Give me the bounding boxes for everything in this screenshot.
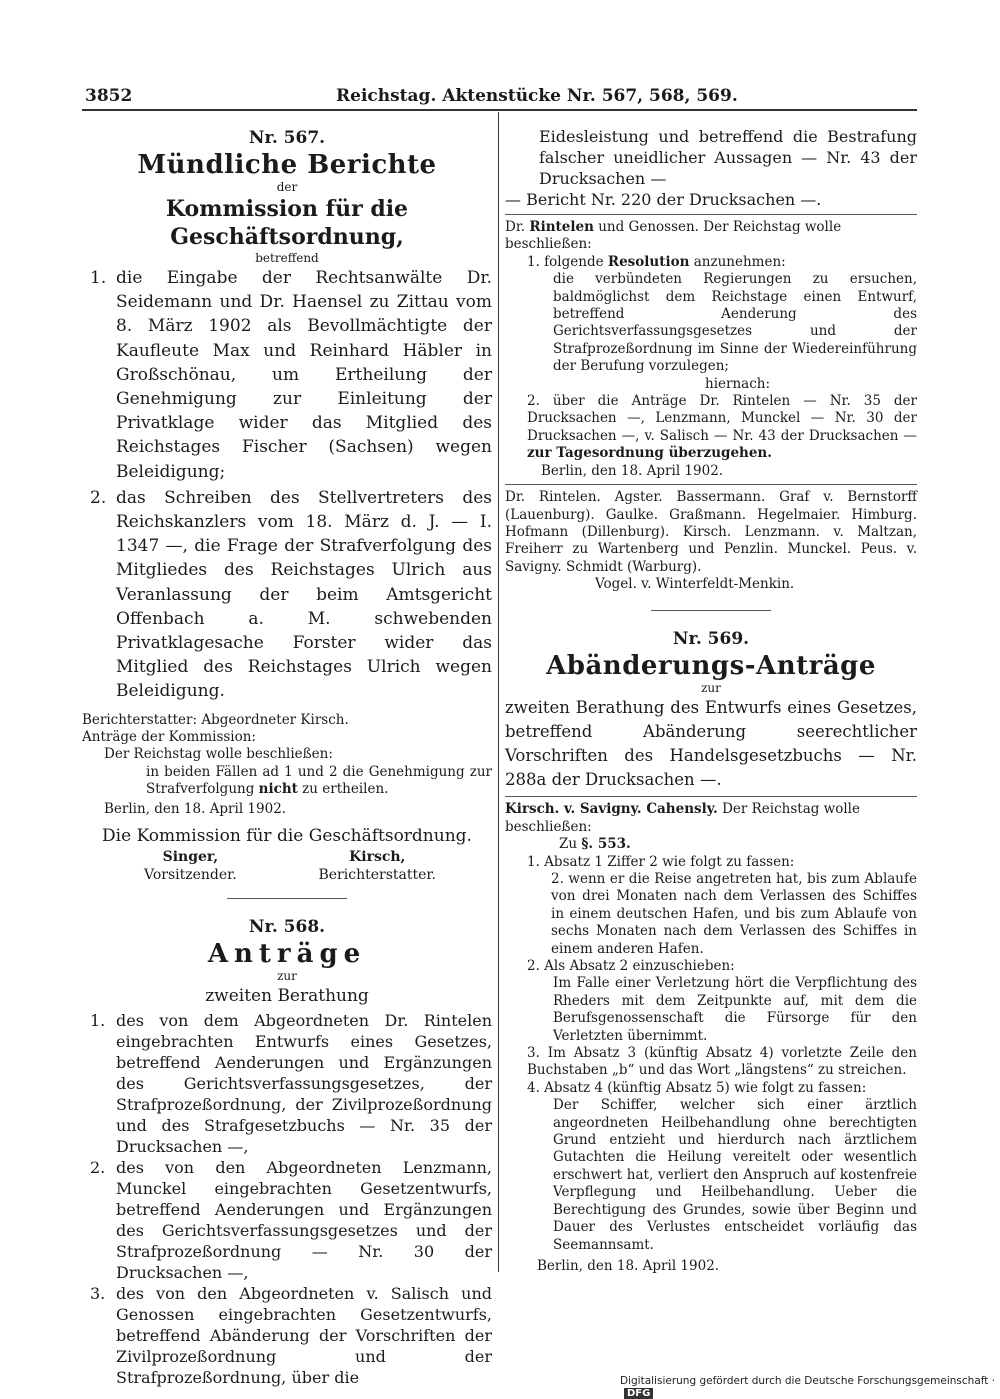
antrag-text-1: in beiden Fällen ad 1 und 2 die Genehmigung zur Strafverfolgung <box>146 763 492 798</box>
nr569-subtitle: zweiten Berathung des Entwurfs eines Gesetzes, betreffend Abänderung seerechtlicher Vorschriften des Handelsgesetzbuchs — Nr. 288a der Drucksachen —. <box>505 697 917 790</box>
antrag-text-2: zu ertheilen. <box>302 781 389 798</box>
nr567-date: Berlin, den 18. April 1902. <box>104 800 287 817</box>
divider <box>505 484 917 485</box>
r1-rest: anzunehmen: <box>693 253 786 270</box>
sig-right <box>318 848 436 884</box>
point-2: 2. Als Absatz 2 einzuschieben: <box>527 958 735 974</box>
nr567-number: Nr. 567. <box>248 128 326 148</box>
nr568-zur: zur <box>277 969 297 984</box>
nr569-movers <box>505 801 917 836</box>
list-item <box>82 1283 492 1388</box>
nr567-subtitle: Kommission für die Geschäftsordnung, <box>165 196 409 250</box>
item-text: des von den Abgeordneten v. Salisch und Genossen eingebrachten Gesetzentwurfs, betreffend Abänderung der Vorschriften der Zivilprozeßordnung und der Strafprozeßordnung, über die <box>116 1284 492 1388</box>
nr568-items <box>82 1010 492 1388</box>
sig-left-role: Vorsitzender. <box>144 867 237 884</box>
item-text: die Eingabe der Rechtsanwälte Dr. Seidemann und Dr. Haensel zu Zittau vom 8. März 1902 als Bevollmächtigte der Kaufleute Max und Reinhard Häbler in Großschönau, um Ertheilung der Genehmigung zur Einleitung der Privatklage wider das Mitglied des Reichstages Fischer (Sachsen) wegen Beleidigung; <box>116 268 492 482</box>
r1-bold: Resolution <box>607 253 690 270</box>
point-1: 1. Absatz 1 Ziffer 2 wie folgt zu fassen: <box>527 853 795 870</box>
nr569-number: Nr. 569. <box>672 628 750 649</box>
item-number: 3. <box>90 1284 106 1304</box>
movers-prefix: Dr. <box>505 219 526 235</box>
resolution-text: die verbündeten Regierungen zu ersuchen, baldmöglichst dem Reichstage einen Entwurf, betreffend Aenderung des Gerichtsverfassungsgesetzes und der Strafprozeßordnung im Sinne der Wiedereinführung der Berufung vorzulegen; <box>553 271 917 375</box>
header-rule <box>82 109 917 111</box>
footer <box>620 1375 1000 1399</box>
item-number: 1. <box>90 1011 106 1031</box>
left-column <box>82 126 492 1388</box>
antrag-text <box>82 764 492 799</box>
zu-bold: §. 553. <box>581 836 631 853</box>
point-4-text: Der Schiffer, welcher sich einer ärztlich angeordneten Heilbehandlung ohne berechtigten Grund entzieht und hierdurch nach ärztlichem Gutachten die Heilung vereitelt oder wesentlich erschwert hat, verliert den Anspruch auf kostenfreie Verpflegung und Heilbehandlung. Ueber die Berechtigung des Grundes, sowie über Beginn und Dauer des Verlustes entscheidet vorläufig das Seemannsamt. <box>553 1097 917 1253</box>
item-number: 2. <box>90 487 107 508</box>
movers-bold: Kirsch. v. Savigny. Cahensly. <box>505 801 718 818</box>
point-2-text: Im Falle einer Verletzung hört die Verpflichtung des Rheders mit dem Zeitpunkte auf, mit dem die Berufsgenossenschaft die Fürsorge für den Verletzten übernimmt. <box>553 975 917 1044</box>
antrag-label: Anträge der Kommission: <box>82 729 256 746</box>
movers-name: Rintelen <box>529 219 594 235</box>
divider <box>505 796 917 797</box>
nr568-signers: Dr. Rintelen. Agster. Bassermann. Graf v. Bernstorff (Lauenburg). Gaulke. Graßmann. Hegelmaier. Himburg. Hofmann (Dillenburg). Kirsch. Lenzmann. v. Maltzan, Freiherr zu Wartenberg und Penzlin. Munckel. Peus. v. Savigny. Schmidt (Warburg). <box>505 489 917 575</box>
list-item <box>82 486 492 704</box>
section-divider <box>651 610 771 611</box>
section-divider <box>227 898 347 899</box>
movers-rest: Der Reichstag wolle beschließen: <box>505 801 860 835</box>
nr568-title: Anträge <box>207 939 367 970</box>
resolution-label <box>505 254 917 271</box>
berichterstatter: Berichterstatter: Abgeordneter Kirsch. <box>82 711 349 728</box>
item-text: des von dem Abgeordneten Dr. Rintelen eingebrachten Entwurfs eines Gesetzes, betreffend Aenderungen und Ergänzungen des Gerichtsverfassungsgesetzes, der Strafprozeßordnung, der Zivilprozeßordnung und des Strafgesetzbuchs — Nr. 35 der Drucksachen —, <box>116 1011 492 1157</box>
zu-prefix: Zu <box>559 836 578 853</box>
right-column <box>505 126 917 1275</box>
nr569-zur: zur <box>701 680 721 695</box>
hiernach: hiernach: <box>705 375 771 392</box>
nr569-title: Abänderungs-Anträge <box>546 650 876 681</box>
nr568-bericht: — Bericht Nr. 220 der Drucksachen —. <box>505 190 822 209</box>
item-text: des von den Abgeordneten Lenzmann, Munckel eingebrachten Gesetzentwurfs, betreffend Aenderungen und Ergänzungen des Gerichtsverfassungsgesetzes und der Strafprozeßordnung — Nr. 30 der Drucksachen —, <box>116 1158 492 1283</box>
antrag-bold: nicht <box>258 781 298 798</box>
nr568-movers <box>505 219 917 254</box>
nr569-date: Berlin, den 18. April 1902. <box>537 1257 720 1274</box>
page-number: 3852 <box>85 86 133 106</box>
nr568-continuation: Eidesleistung und betreffend die Bestrafung falscher uneidlicher Aussagen — Nr. 43 der Drucksachen — <box>539 127 917 188</box>
r2-bold: zur Tagesordnung überzugehen. <box>527 445 772 462</box>
nr568-signers-2: Vogel. v. Winterfeldt-Menkin. <box>595 576 795 593</box>
signatures <box>82 846 492 884</box>
r2-text: 2. über die Anträge Dr. Rintelen — Nr. 35 der Drucksachen —, Lenzmann, Munckel — Nr. 30 der Drucksachen —, v. Salisch — Nr. 43 der Drucksachen — <box>527 393 917 444</box>
footer-text: Digitalisierung gefördert durch die Deutsche Forschungsgemeinschaft · <box>620 1375 996 1387</box>
nr567-title: Mündliche Berichte <box>137 150 437 180</box>
list-item <box>82 1157 492 1283</box>
nr568-date: Berlin, den 18. April 1902. <box>541 462 724 479</box>
dfg-logo: DFG <box>624 1388 653 1399</box>
divider <box>505 214 917 215</box>
nr568-subtitle: zweiten Berathung <box>205 986 369 1007</box>
beschliessen: Der Reichstag wolle beschließen: <box>104 746 333 763</box>
item-number: 1. <box>90 268 107 288</box>
sig-left-name: Singer, <box>162 849 219 866</box>
running-title: Reichstag. Aktenstücke Nr. 567, 568, 569. <box>336 86 738 106</box>
r1-label: 1. folgende <box>527 253 604 270</box>
nr567-der: der <box>276 180 298 194</box>
nr568-number: Nr. 568. <box>248 917 326 938</box>
list-item <box>82 266 492 484</box>
movers-rest: und Genossen. Der Reichstag wolle beschließen: <box>505 219 842 253</box>
zu-paragraph <box>505 836 917 853</box>
list-item <box>82 1010 492 1157</box>
commission-name: Die Kommission für die Geschäftsordnung. <box>102 826 472 847</box>
resolution-2 <box>505 393 917 463</box>
item-text: das Schreiben des Stellvertreters des Reichskanzlers vom 18. März d. J. — I. 1347 —, die Frage der Strafverfolgung des Mitgliedes des Reichstages Ulrich aus Veranlassung der beim Amtsgericht Offenbach a. M. schwebenden Privatklagesache Forster wider das Mitglied des Reichstages Ulrich wegen Beleidigung. <box>116 487 492 702</box>
nr567-betreffend: betreffend <box>255 251 319 265</box>
sig-right-name: Kirsch, <box>349 849 406 866</box>
point-1-text: 2. wenn er die Reise angetreten hat, bis zum Ablaufe von drei Monaten nach dem Verlassen des Schiffes in einem deutschen Hafen, und bis zum Ablaufe von sechs Monaten nach dem Verlassen des Schiffes in einem anderen Hafen. <box>551 870 917 957</box>
item-number: 2. <box>90 1158 106 1178</box>
sig-right-role: Berichterstatter. <box>318 867 436 884</box>
column-divider <box>498 112 499 1272</box>
point-3: 3. Im Absatz 3 (künftig Absatz 4) vorletzte Zeile den Buchstaben „b“ und das Wort „längstens“ zu streichen. <box>527 1045 917 1079</box>
sig-left <box>144 848 237 884</box>
nr567-items <box>82 266 492 704</box>
point-4: 4. Absatz 4 (künftig Absatz 5) wie folgt zu fassen: <box>527 1079 867 1096</box>
